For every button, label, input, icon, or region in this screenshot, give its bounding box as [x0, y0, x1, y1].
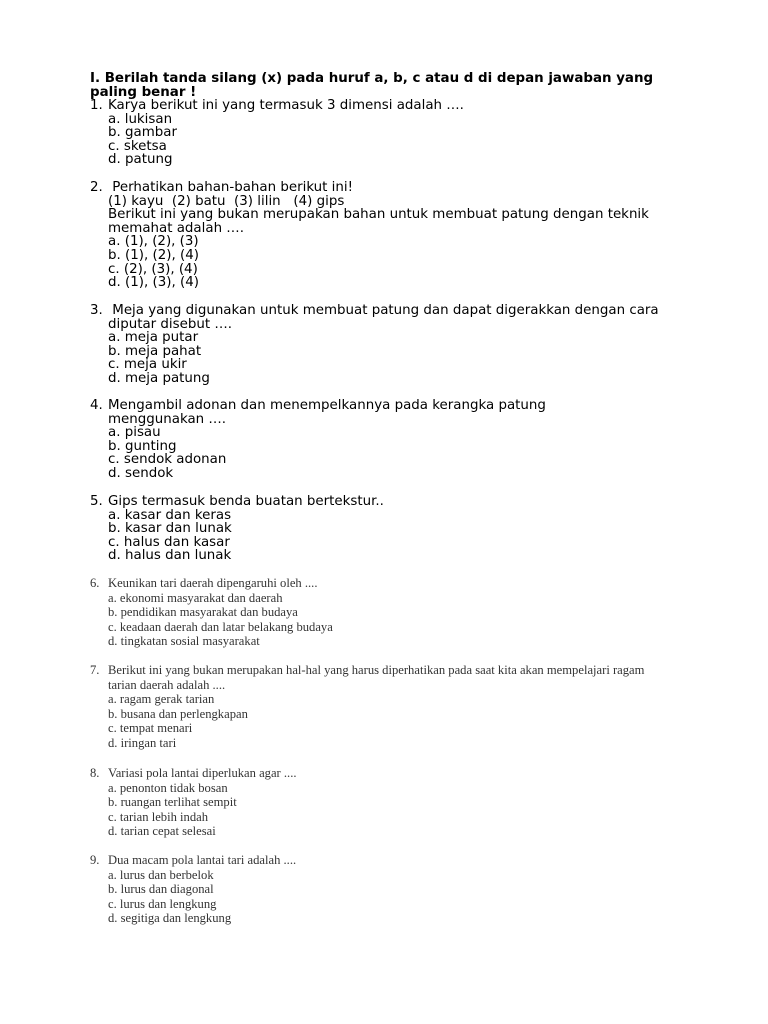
option-b[interactable]: b. pendidikan masyarakat dan budaya [108, 605, 298, 620]
option-a[interactable]: a. kasar dan keras [108, 507, 232, 523]
option-b[interactable]: b. lurus dan diagonal [108, 882, 214, 897]
option-a[interactable]: a. lukisan [108, 111, 173, 127]
option-d[interactable]: d. tarian cepat selesai [108, 824, 216, 839]
question-prompt: Berikut ini yang bukan merupakan bahan untuk membuat patung dengan teknik memahat adalah …. [108, 207, 654, 236]
option-a[interactable]: a. meja putar [108, 330, 199, 346]
question-text: Karya berikut ini yang termasuk 3 dimensi adalah …. [108, 98, 464, 113]
question-7 [90, 663, 710, 751]
question-text: Variasi pola lantai diperlukan agar .... [108, 766, 297, 780]
question-number: 9. [90, 853, 100, 867]
option-a[interactable]: a. ekonomi masyarakat dan daerah [108, 590, 283, 605]
question-number: 2. [90, 180, 103, 195]
option-b[interactable]: b. meja pahat [108, 343, 202, 359]
option-d[interactable]: d. segitiga dan lengkung [108, 911, 232, 926]
option-c[interactable]: c. sketsa [108, 138, 167, 154]
option-d[interactable]: d. sendok [108, 465, 174, 481]
question-6 [90, 576, 710, 649]
option-c[interactable]: c. tempat menari [108, 721, 193, 736]
question-number: 4. [90, 398, 103, 413]
question-9 [90, 853, 710, 926]
question-text: Mengambil adonan dan menempelkannya pada kerangka patung menggunakan …. [108, 398, 551, 427]
option-d[interactable]: d. meja patung [108, 370, 210, 386]
question-text: Meja yang digunakan untuk membuat patung dan dapat digerakkan dengan cara diputar disebut …. [108, 303, 663, 332]
option-b[interactable]: b. gunting [108, 438, 177, 454]
option-b[interactable]: b. ruangan terlihat sempit [108, 795, 237, 810]
option-a[interactable]: a. (1), (2), (3) [108, 234, 199, 250]
option-b[interactable]: b. (1), (2), (4) [108, 247, 199, 263]
question-5 [90, 495, 710, 563]
option-a[interactable]: a. penonton tidak bosan [108, 780, 228, 795]
option-d[interactable]: d. halus dan lunak [108, 548, 232, 564]
section-heading: I. Berilah tanda silang (x) pada huruf a, b, c atau d di depan jawaban yang paling benar ! [90, 71, 654, 100]
question-text: Perhatikan bahan-bahan berikut ini! [108, 180, 353, 195]
option-c[interactable]: c. keadaan daerah dan latar belakang budaya [108, 619, 333, 634]
question-number: 6. [90, 576, 100, 590]
option-b[interactable]: b. gambar [108, 125, 177, 141]
option-c[interactable]: c. meja ukir [108, 357, 187, 373]
option-b[interactable]: b. busana dan perlengkapan [108, 706, 248, 721]
option-c[interactable]: c. (2), (3), (4) [108, 261, 198, 277]
option-d[interactable]: d. iringan tari [108, 735, 177, 750]
question-3 [90, 304, 710, 386]
question-number: 1. [90, 98, 103, 113]
option-c[interactable]: c. tarian lebih indah [108, 809, 209, 824]
question-text: Berikut ini yang bukan merupakan hal-hal yang harus diperhatikan pada saat kita akan mempelajari ragam tarian daerah adalah .... [108, 663, 648, 692]
question-text: Gips termasuk benda buatan bertekstur.. [108, 494, 384, 509]
option-d[interactable]: d. (1), (3), (4) [108, 275, 199, 291]
option-a[interactable]: a. pisau [108, 425, 161, 441]
option-a[interactable]: a. lurus dan berbelok [108, 867, 214, 882]
option-c[interactable]: c. lurus dan lengkung [108, 896, 217, 911]
option-c[interactable]: c. halus dan kasar [108, 534, 230, 550]
question-1 [90, 99, 710, 167]
question-text: Dua macam pola lantai tari adalah .... [108, 853, 297, 867]
question-8 [90, 766, 710, 839]
material-list: (1) kayu (2) batu (3) lilin (4) gips [108, 193, 345, 209]
question-number: 8. [90, 766, 100, 780]
option-d[interactable]: d. patung [108, 152, 173, 168]
option-a[interactable]: a. ragam gerak tarian [108, 692, 215, 707]
option-c[interactable]: c. sendok adonan [108, 452, 227, 468]
question-number: 5. [90, 494, 103, 509]
question-number: 3. [90, 303, 103, 318]
question-4 [90, 399, 710, 481]
option-d[interactable]: d. tingkatan sosial masyarakat [108, 634, 260, 649]
question-2 [90, 181, 710, 290]
question-text: Keunikan tari daerah dipengaruhi oleh .... [108, 576, 318, 590]
option-b[interactable]: b. kasar dan lunak [108, 521, 232, 537]
question-number: 7. [90, 663, 100, 677]
